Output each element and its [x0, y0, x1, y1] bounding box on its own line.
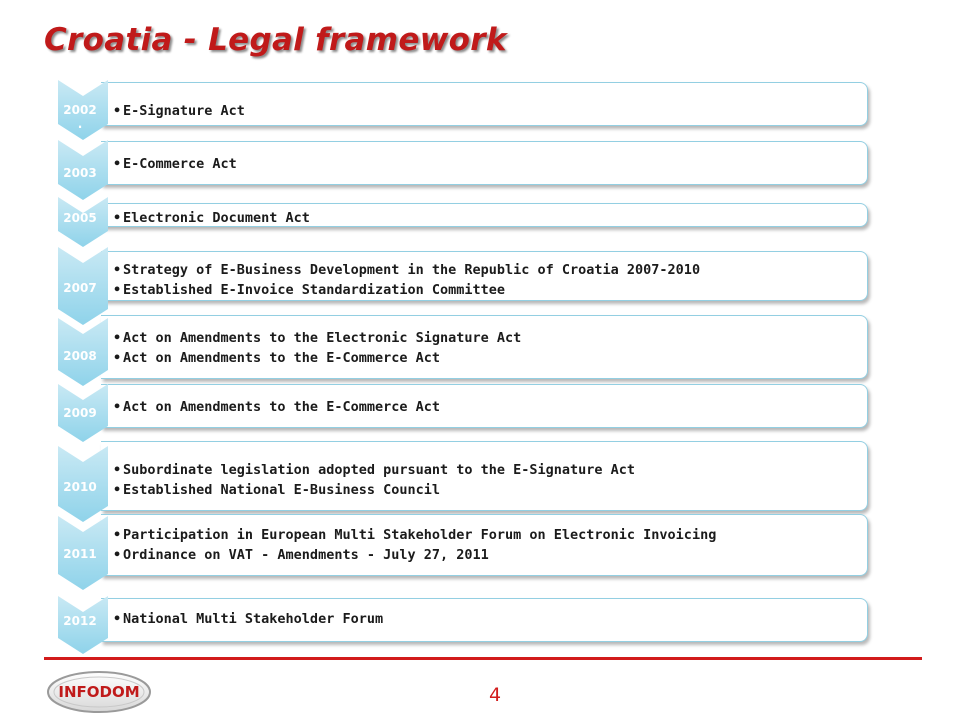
bullet-icon: •	[113, 527, 122, 543]
event-text: Participation in European Multi Stakeholder Forum on Electronic Invoicing	[123, 527, 717, 543]
event-list	[113, 397, 440, 417]
bullet-icon: •	[113, 547, 122, 563]
event-box	[101, 82, 868, 126]
event-list	[113, 460, 635, 500]
event-item	[113, 208, 310, 228]
event-box	[101, 441, 868, 511]
event-text: Established National E-Business Council	[123, 482, 440, 498]
bullet-icon: •	[113, 611, 122, 627]
bullet-icon: •	[113, 156, 122, 172]
event-item	[113, 328, 521, 348]
event-item	[113, 609, 383, 629]
event-text: Established E-Invoice Standardization Committee	[123, 282, 506, 298]
event-item	[113, 348, 521, 368]
event-text: Act on Amendments to the E-Commerce Act	[123, 350, 440, 366]
year-text: 2010	[63, 480, 97, 494]
event-text: Electronic Document Act	[123, 210, 310, 226]
event-text: Ordinance on VAT - Amendments - July 27, 2011	[123, 547, 489, 563]
event-list	[113, 260, 700, 300]
slide-title: Croatia - Legal framework	[44, 22, 507, 58]
year-text: 2003	[63, 166, 97, 180]
bullet-icon: •	[113, 350, 122, 366]
infodom-logo	[46, 670, 152, 714]
footer-divider	[44, 657, 922, 660]
event-text: Act on Amendments to the Electronic Signature Act	[123, 330, 522, 346]
year-label	[58, 480, 102, 494]
bullet-icon: •	[113, 103, 122, 119]
event-item	[113, 480, 635, 500]
bullet-icon: •	[113, 262, 122, 278]
year-text: 2005	[63, 211, 97, 225]
year-label	[58, 614, 102, 628]
event-text: Act on Amendments to the E-Commerce Act	[123, 399, 440, 415]
year-text: 2009	[63, 406, 97, 420]
event-box	[101, 315, 868, 379]
event-box	[101, 251, 868, 301]
bullet-icon: •	[113, 330, 122, 346]
event-list	[113, 101, 245, 121]
year-label	[58, 406, 102, 420]
bullet-icon: •	[113, 482, 122, 498]
event-box	[101, 598, 868, 642]
event-box	[101, 514, 868, 576]
event-box	[101, 384, 868, 428]
event-text: National Multi Stakeholder Forum	[123, 611, 384, 627]
logo-text: INFODOM	[58, 683, 140, 701]
event-item	[113, 460, 635, 480]
event-item	[113, 260, 700, 280]
year-text: 2008	[63, 349, 97, 363]
event-item	[113, 545, 716, 565]
year-text: 2012	[63, 614, 97, 628]
year-text: 2002	[63, 103, 97, 117]
bullet-icon: •	[113, 462, 122, 478]
event-list	[113, 609, 383, 629]
event-list	[113, 154, 237, 174]
year-label	[58, 547, 102, 561]
year-label	[58, 103, 102, 131]
event-item	[113, 154, 237, 174]
event-item	[113, 101, 245, 121]
bullet-icon: •	[113, 210, 122, 226]
year-label	[58, 166, 102, 180]
event-list	[113, 328, 521, 368]
event-text: Strategy of E-Business Development in the Republic of Croatia 2007-2010	[123, 262, 701, 278]
event-text: E-Commerce Act	[123, 156, 237, 172]
year-label	[58, 211, 102, 225]
year-label	[58, 349, 102, 363]
year-text: 2011	[63, 547, 97, 561]
year-text: 2007	[63, 281, 97, 295]
page-number: 4	[488, 684, 502, 706]
event-box	[101, 141, 868, 185]
bullet-icon: •	[113, 399, 122, 415]
event-item	[113, 397, 440, 417]
event-text: E-Signature Act	[123, 103, 245, 119]
event-list	[113, 208, 310, 228]
year-suffix: .	[77, 117, 83, 131]
event-item	[113, 525, 716, 545]
bullet-icon: •	[113, 282, 122, 298]
event-list	[113, 525, 716, 565]
event-item	[113, 280, 700, 300]
year-label	[58, 281, 102, 295]
event-text: Subordinate legislation adopted pursuant to the E-Signature Act	[123, 462, 636, 478]
event-box	[101, 203, 868, 227]
